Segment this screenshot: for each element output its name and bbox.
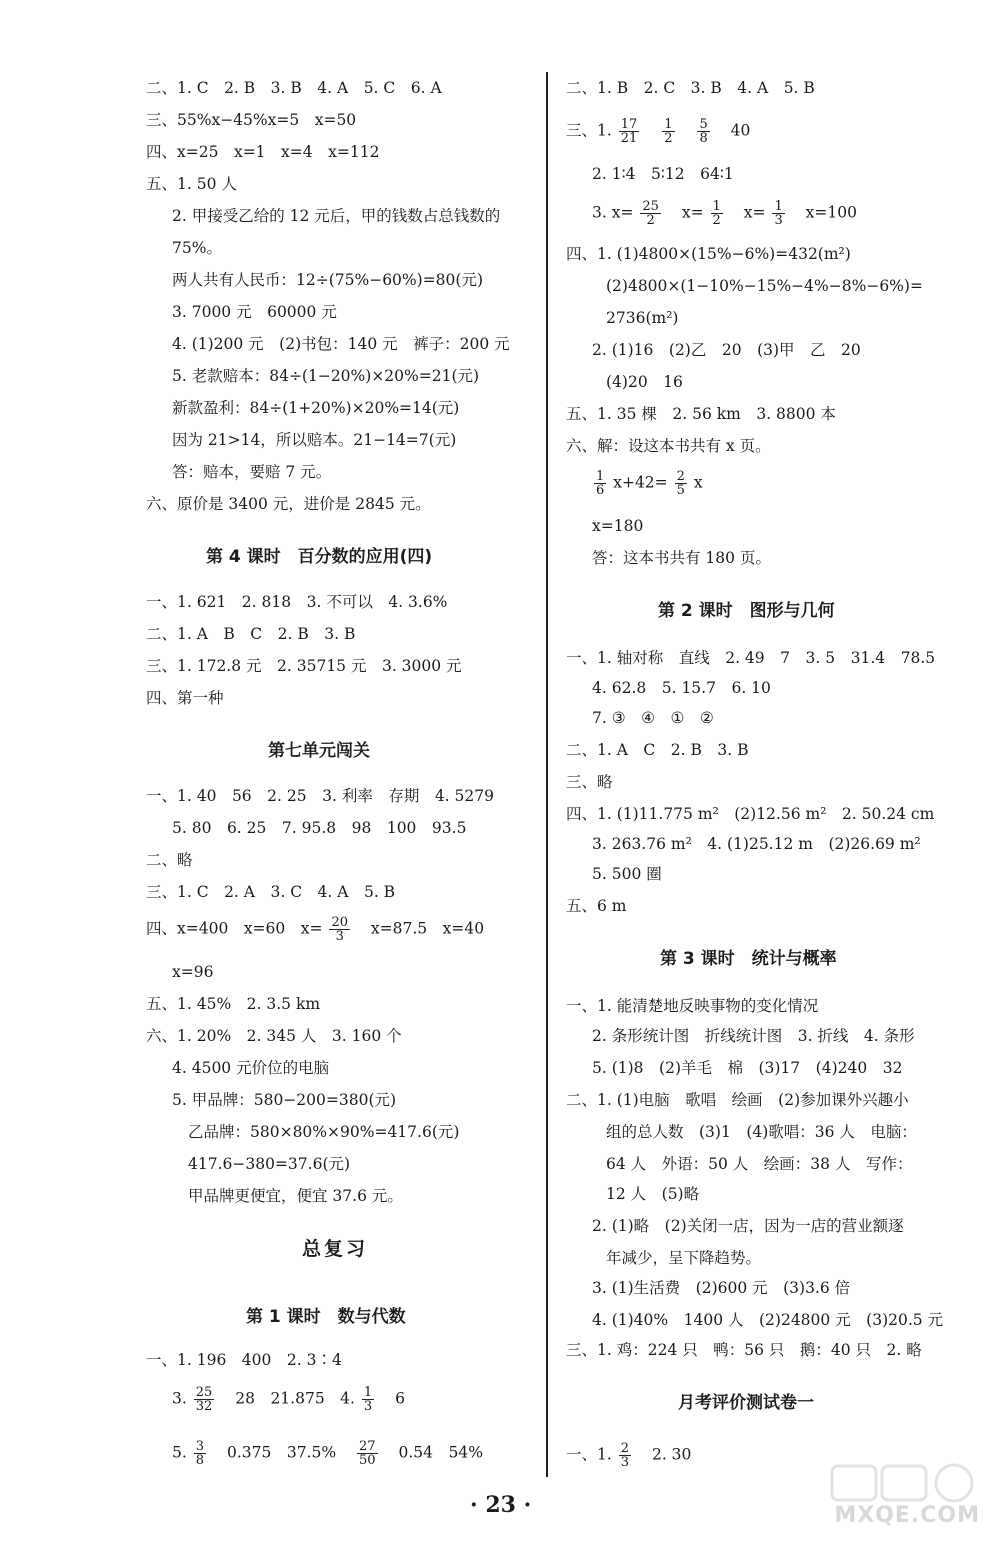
answer-text: x= xyxy=(681,203,704,222)
answer-line: 答：这本书共有 180 页。 xyxy=(592,549,771,567)
fraction xyxy=(362,1386,374,1413)
fraction xyxy=(675,470,687,497)
answer-line: 一、1. 621 2. 818 3. 不可以 4. 3.6% xyxy=(146,593,448,611)
fraction xyxy=(711,200,723,227)
answer-line: 一、1. 196 400 2. 3∶4 xyxy=(146,1351,342,1369)
answer-line xyxy=(566,118,750,145)
answer-line: 六、1. 20% 2. 345 人 3. 160 个 xyxy=(146,1027,402,1045)
denominator: 8 xyxy=(195,1453,205,1468)
denominator: 2 xyxy=(712,213,721,228)
answer-line: 因为 21>14，所以赔本。21−14=7(元) xyxy=(172,431,457,449)
denominator: 6 xyxy=(596,483,605,498)
denominator: 3 xyxy=(774,213,783,228)
fraction xyxy=(329,916,350,943)
answer-line: 答：赔本，要赔 7 元。 xyxy=(172,463,332,481)
fraction xyxy=(697,118,709,145)
answer-text: 5. xyxy=(172,1443,187,1462)
answer-line: 5. 80 6. 25 7. 95.8 98 100 93.5 xyxy=(172,819,467,837)
answer-line: 一、1. 40 56 2. 25 3. 利率 存期 4. 5279 xyxy=(146,787,494,805)
answer-line: 四、1. (1)4800×(15%−6%)=432(m²) xyxy=(566,245,851,263)
denominator: 32 xyxy=(195,1399,213,1414)
answer-line: 四、第一种 xyxy=(146,689,224,707)
section-heading: 第 2 课时 图形与几何 xyxy=(658,601,835,621)
answer-line: 2. 1∶4 5∶12 64∶1 xyxy=(592,165,734,183)
answer-text: 3. xyxy=(172,1389,187,1408)
fraction xyxy=(357,1440,378,1467)
denominator: 8 xyxy=(699,131,708,146)
answer-text: 28 21.875 4. xyxy=(235,1389,355,1408)
answer-line: 75%。 xyxy=(172,239,222,257)
answer-line: 乙品牌：580×80%×90%=417.6(元) xyxy=(188,1123,460,1141)
answer-line: 3. 7000 元 60000 元 xyxy=(172,303,337,321)
answer-text: 40 xyxy=(730,121,751,140)
answer-line: 二、1. A C 2. B 3. B xyxy=(566,741,749,759)
fraction xyxy=(194,1440,206,1467)
denominator: 2 xyxy=(664,131,673,146)
answer-line xyxy=(146,916,484,943)
numerator: 1 xyxy=(363,1385,373,1400)
answer-line: 二、1. A B C 2. B 3. B xyxy=(146,625,356,643)
answer-line: 64 人 外语：50 人 绘画：38 人 写作： xyxy=(606,1155,913,1173)
numerator: 2 xyxy=(676,469,685,484)
answer-line: 四、x=25 x=1 x=4 x=112 xyxy=(146,143,380,161)
section-heading: 总复习 xyxy=(302,1238,369,1260)
numerator: 1 xyxy=(774,199,783,214)
numerator: 17 xyxy=(620,117,638,132)
answer-line: 两人共有人民币：12÷(75%−60%)=80(元) xyxy=(172,271,483,289)
answer-line: 新款盈利：84÷(1+20%)×20%=14(元) xyxy=(172,399,460,417)
answer-line: 三、略 xyxy=(566,773,613,791)
answer-text: 四、x=400 x=60 x= xyxy=(146,919,323,938)
fraction xyxy=(772,200,784,227)
answer-line: 2736(m²) xyxy=(606,309,679,327)
numerator: 2 xyxy=(620,1441,630,1456)
answer-line xyxy=(172,1386,405,1413)
answer-line: 四、1. (1)11.775 m² (2)12.56 m² 2. 50.24 cm xyxy=(566,805,935,823)
answer-line: 5. (1)8 (2)羊毛 棉 (3)17 (4)240 32 xyxy=(592,1059,903,1077)
answer-line: 2. (1)略 (2)关闭一店，因为一店的营业额逐 xyxy=(592,1217,904,1235)
answer-line: 12 人 (5)略 xyxy=(606,1185,700,1203)
answer-line: 三、1. 鸡：224 只 鸭：56 只 鹅：40 只 2. 略 xyxy=(566,1341,922,1359)
section-heading: 第 4 课时 百分数的应用(四) xyxy=(206,547,433,567)
answer-line: 4. (1)40% 1400 人 (2)24800 元 (3)20.5 元 xyxy=(592,1311,944,1329)
denominator: 21 xyxy=(620,131,638,146)
denominator: 2 xyxy=(646,213,655,228)
fraction xyxy=(194,1386,215,1413)
numerator: 25 xyxy=(642,199,659,214)
answer-text: 3. x= xyxy=(592,203,634,222)
answer-line: 三、55%x−45%x=5 x=50 xyxy=(146,111,357,129)
answer-line: 417.6−380=37.6(元) xyxy=(188,1155,351,1173)
answer-line xyxy=(592,470,703,497)
numerator: 1 xyxy=(596,469,605,484)
answer-line: (4)20 16 xyxy=(606,373,683,391)
answer-line: 三、1. 172.8 元 2. 35715 元 3. 3000 元 xyxy=(146,657,462,675)
answer-line: 3. (1)生活费 (2)600 元 (3)3.6 倍 xyxy=(592,1279,851,1297)
denominator: 3 xyxy=(620,1455,630,1470)
denominator: 3 xyxy=(335,929,344,944)
fraction xyxy=(640,200,661,227)
answer-line xyxy=(566,1442,691,1469)
section-heading: 第七单元闯关 xyxy=(268,741,370,761)
answer-line: (2)4800×(1−10%−15%−4%−8%−6%)= xyxy=(606,277,923,295)
answer-line: 六、原价是 3400 元，进价是 2845 元。 xyxy=(146,495,431,513)
answer-line: 7. ③ ④ ① ② xyxy=(592,709,714,727)
answer-line: 2. 条形统计图 折线统计图 3. 折线 4. 条形 xyxy=(592,1027,915,1045)
section-heading: 月考评价测试卷一 xyxy=(678,1393,814,1413)
watermark-logo-icon xyxy=(830,1462,980,1504)
answer-line xyxy=(172,1440,483,1467)
answer-line: 三、1. C 2. A 3. C 4. A 5. B xyxy=(146,883,396,901)
page-number: · 23 · xyxy=(470,1492,532,1518)
answer-text: 三、1. xyxy=(566,121,612,140)
answer-line: 5. 500 圈 xyxy=(592,865,662,883)
answer-line: 5. 老款赔本：84÷(1−20%)×20%=21(元) xyxy=(172,367,480,385)
watermark xyxy=(822,1458,990,1536)
answer-text: x=87.5 x=40 xyxy=(370,919,485,938)
answer-line: 一、1. 能清楚地反映事物的变化情况 xyxy=(566,997,819,1015)
fraction xyxy=(619,1442,631,1469)
section-heading: 第 1 课时 数与代数 xyxy=(246,1307,406,1327)
numerator: 5 xyxy=(699,117,708,132)
denominator: 50 xyxy=(359,1453,376,1468)
answer-line: 4. 62.8 5. 15.7 6. 10 xyxy=(592,679,771,697)
answer-line: 年减少，呈下降趋势。 xyxy=(606,1249,762,1267)
numerator: 25 xyxy=(195,1385,213,1400)
answer-text: 2. 30 xyxy=(651,1445,692,1464)
answer-text: x+42= xyxy=(613,473,668,492)
answer-line: 3. 263.76 m² 4. (1)25.12 m (2)26.69 m² xyxy=(592,835,921,853)
answer-text: 0.54 54% xyxy=(398,1443,483,1462)
fraction xyxy=(662,118,674,145)
answer-text: 一、1. xyxy=(566,1445,612,1464)
answer-text: x= xyxy=(743,203,766,222)
numerator: 3 xyxy=(195,1439,205,1454)
numerator: 1 xyxy=(712,199,721,214)
numerator: 27 xyxy=(359,1439,376,1454)
numerator: 20 xyxy=(331,915,348,930)
section-heading: 第 3 课时 统计与概率 xyxy=(660,949,837,969)
answer-line: 二、略 xyxy=(146,851,193,869)
answer-line: 二、1. (1)电脑 歌唱 绘画 (2)参加课外兴趣小 xyxy=(566,1091,909,1109)
answer-line: 五、6 m xyxy=(566,897,627,915)
watermark-text: MXQE.COM xyxy=(834,1503,980,1528)
answer-line: 2. (1)16 (2)乙 20 (3)甲 乙 20 xyxy=(592,341,861,359)
answer-line: x=180 xyxy=(592,517,644,535)
answer-line: 五、1. 50 人 xyxy=(146,175,237,193)
answer-text: 6 xyxy=(395,1389,405,1408)
answer-line: x=96 xyxy=(172,963,214,981)
answer-line: 五、1. 35 棵 2. 56 km 3. 8800 本 xyxy=(566,405,836,423)
column-divider xyxy=(546,72,548,1477)
answer-line: 5. 甲品牌：580−200=380(元) xyxy=(172,1091,397,1109)
denominator: 3 xyxy=(363,1399,373,1414)
answer-line: 2. 甲接受乙给的 12 元后，甲的钱数占总钱数的 xyxy=(172,207,501,225)
answer-line: 4. 4500 元价位的电脑 xyxy=(172,1059,330,1077)
answer-line: 4. (1)200 元 (2)书包：140 元 裤子：200 元 xyxy=(172,335,510,353)
numerator: 1 xyxy=(664,117,673,132)
answer-line: 五、1. 45% 2. 3.5 km xyxy=(146,995,321,1013)
answer-line: 二、1. C 2. B 3. B 4. A 5. C 6. A xyxy=(146,79,442,97)
answer-line: 一、1. 轴对称 直线 2. 49 7 3. 5 31.4 78.5 xyxy=(566,649,936,667)
answer-line: 六、解：设这本书共有 x 页。 xyxy=(566,437,771,455)
answer-text: 0.375 37.5% xyxy=(226,1443,337,1462)
answer-line: 二、1. B 2. C 3. B 4. A 5. B xyxy=(566,79,815,97)
answer-text: x=100 xyxy=(805,203,857,222)
answer-line xyxy=(592,200,857,227)
answer-text: x xyxy=(693,473,703,492)
fraction xyxy=(594,470,606,497)
fraction xyxy=(619,118,640,145)
denominator: 5 xyxy=(676,483,685,498)
answer-line: 甲品牌更便宜，便宜 37.6 元。 xyxy=(188,1187,403,1205)
answer-line: 组的总人数 (3)1 (4)歌唱：36 人 电脑： xyxy=(606,1123,917,1141)
